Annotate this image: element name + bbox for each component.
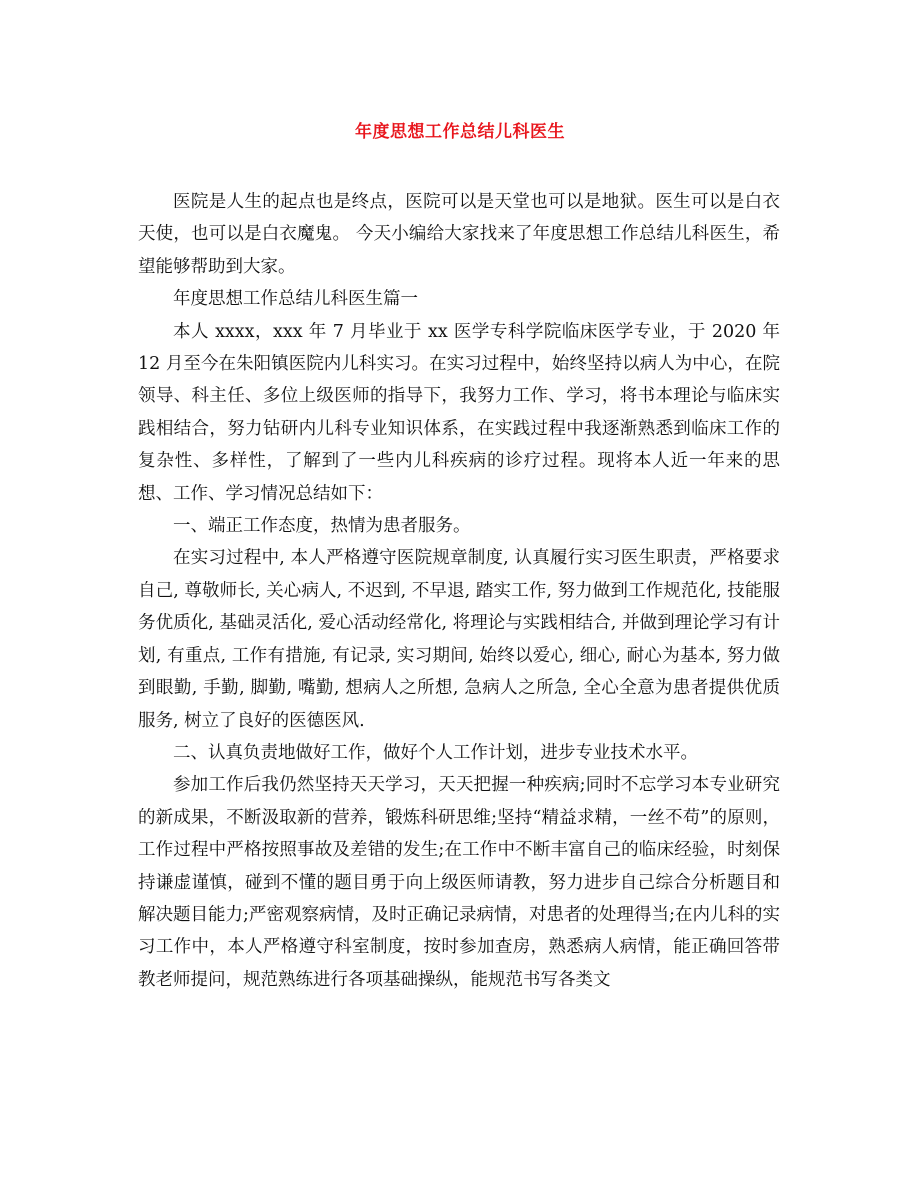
paragraph-attitude: 在实习过程中, 本人严格遵守医院规章制度, 认真履行实习医生职责，严格要求自己, 尊敬师长, 关心病人, 不迟到, 不早退, 踏实工作, 努力做到工作规范化, 技能服务优质化, 基础灵活化, 爱心活动经常化, 将理论与实践相结合, 并做到理论学习有计划, 有重点, 工作有措施, 有记录, 实习期间, 始终以爱心, 细心, 耐心为基本, 努力做到眼勤, 手勤, 脚勤, 嘴勤, 想病人之所想, 急病人之所急, 全心全意为患者提供优质服务, 树立了良好的医德医风. [138,548,780,731]
paragraph-section-heading: 年度思想工作总结儿科医生篇一 [173,289,418,310]
document-body [138,186,780,996]
paragraph-intro: 医院是人生的起点也是终点，医院可以是天堂也可以是地狱。医生可以是白衣天使，也可以是白衣魔鬼。 今天小编给大家找来了年度思想工作总结儿科医生，希望能够帮助到大家。 [138,192,780,277]
document-title: 年度思想工作总结儿科医生 [355,122,565,142]
paragraph-study: 参加工作后我仍然坚持天天学习，天天把握一种疾病;同时不忘学习本专业研究的新成果，不断汲取新的营养，锻炼科研思维;坚持“精益求精，一丝不苟”的原则，工作过程中严格按照事故及差错的发生;在工作中不断丰富自己的临床经验，时刻保持谦虚谨慎，碰到不懂的题目勇于向上级医师请教，努力进步自己综合分析题目和解决题目能力;严密观察病情，及时正确记录病情，对患者的处理得当;在内儿科的实习工作中，本人严格遵守科室制度，按时参加查房，熟悉病人病情，能正确回答带教老师提问，规范熟练进行各项基础操纵，能规范书写各类文 [138,775,780,990]
paragraph-self-introduction: 本人 xxxx，xxx 年 7 月毕业于 xx 医学专科学院临床医学专业，于 2020 年 12 月至今在朱阳镇医院内儿科实习。在实习过程中，始终坚持以病人为中心，在院领导、科主任、多位上级医师的指导下，我努力工作、学习，将书本理论与临床实践相结合，努力钻研内儿科专业知识体系，在实践过程中我逐渐熟悉到临床工作的复杂性、多样性，了解到了一些内儿科疾病的诊疗过程。现将本人近一年来的思想、工作、学习情况总结如下： [138,321,780,504]
paragraph-heading-attitude: 一、端正工作态度，热情为患者服务。 [173,516,471,537]
paragraph-heading-responsibility: 二、认真负责地做好工作，做好个人工作计划，进步专业技术水平。 [173,742,698,763]
